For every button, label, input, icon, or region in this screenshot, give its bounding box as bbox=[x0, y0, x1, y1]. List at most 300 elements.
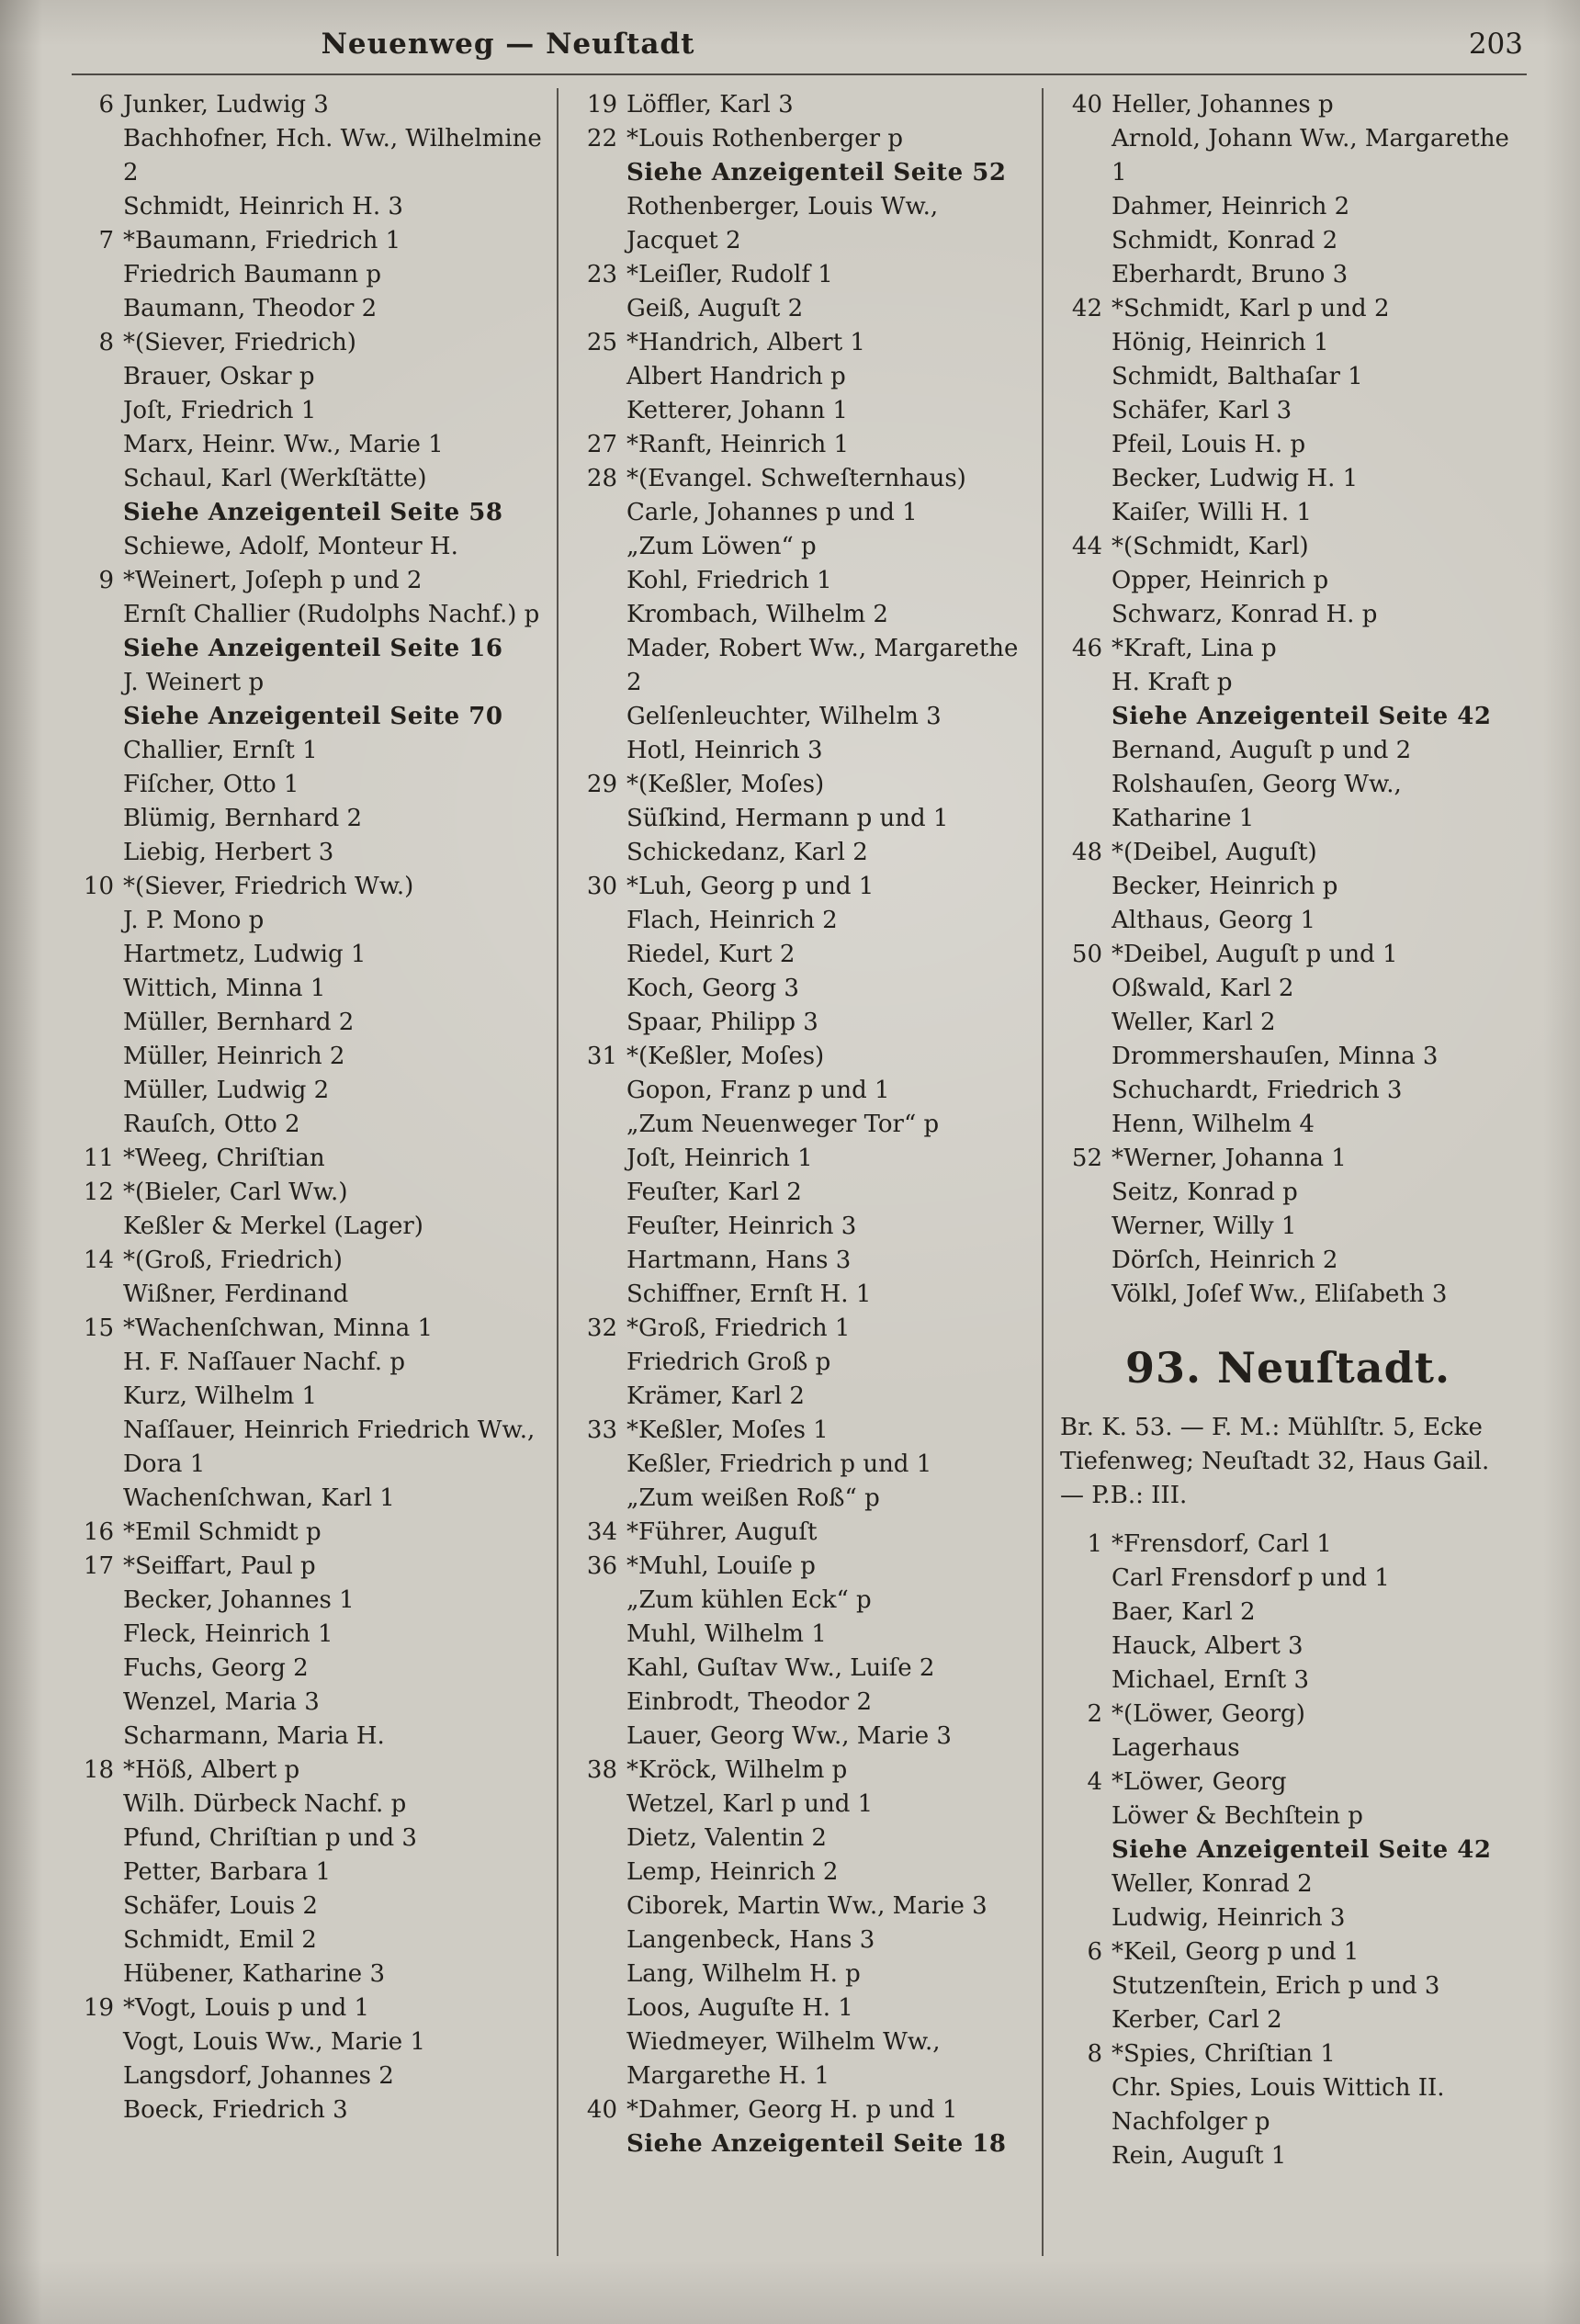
entry-text: Fuchs, Georg 2 bbox=[123, 1654, 309, 1682]
house-number bbox=[1060, 1278, 1102, 1312]
entry-text: Althaus, Georg 1 bbox=[1112, 907, 1316, 934]
directory-entry bbox=[72, 1652, 546, 1686]
entry-text: *(Deibel, Auguſt) bbox=[1112, 839, 1317, 866]
directory-entry bbox=[1060, 496, 1516, 530]
directory-entry bbox=[575, 1822, 1031, 1856]
entry-text: Heller, Johannes p bbox=[1112, 91, 1334, 118]
directory-entry bbox=[575, 1618, 1031, 1652]
entry-text: Friedrich Groß p bbox=[626, 1348, 831, 1376]
directory-entry bbox=[72, 360, 546, 394]
house-number bbox=[575, 938, 617, 972]
house-number bbox=[72, 1822, 114, 1856]
house-number bbox=[72, 1584, 114, 1618]
directory-entry bbox=[1060, 1935, 1516, 1969]
house-number: 34 bbox=[586, 1518, 617, 1546]
house-number bbox=[575, 292, 617, 326]
directory-entry bbox=[72, 1346, 546, 1380]
directory-entry bbox=[72, 836, 546, 870]
directory-entry bbox=[575, 598, 1031, 632]
directory-entry bbox=[72, 1856, 546, 1890]
house-number bbox=[72, 1618, 114, 1652]
entry-text: Hönig, Heinrich 1 bbox=[1112, 329, 1329, 356]
entry-text: *Weinert, Joſeph p und 2 bbox=[123, 567, 423, 594]
house-number bbox=[72, 394, 114, 428]
entry-text: Müller, Ludwig 2 bbox=[123, 1077, 330, 1104]
house-number bbox=[575, 1074, 617, 1108]
entry-text: Henn, Wilhelm 4 bbox=[1112, 1111, 1315, 1138]
directory-entry bbox=[72, 1210, 546, 1244]
directory-entry bbox=[575, 2025, 1031, 2093]
entry-text: Junker, Ludwig 3 bbox=[123, 91, 329, 118]
ad-reference-entry bbox=[1060, 1833, 1516, 1867]
entry-text: Ketterer, Johann 1 bbox=[626, 397, 848, 424]
directory-entry bbox=[1060, 1176, 1516, 1210]
directory-entry bbox=[72, 598, 546, 632]
entry-text: *Groß, Friedrich 1 bbox=[626, 1314, 851, 1342]
entry-text: Fiſcher, Otto 1 bbox=[123, 771, 299, 798]
house-number: 30 bbox=[586, 873, 617, 900]
house-number: 28 bbox=[586, 465, 617, 492]
house-number bbox=[1060, 462, 1102, 496]
house-number bbox=[1060, 1210, 1102, 1244]
directory-entry bbox=[575, 1516, 1031, 1550]
directory-entry bbox=[575, 1244, 1031, 1278]
header-divider bbox=[72, 73, 1527, 75]
entry-text: *Ranft, Heinrich 1 bbox=[626, 431, 849, 458]
directory-entry bbox=[72, 938, 546, 972]
house-number bbox=[1060, 1596, 1102, 1630]
entry-text: *(Bieler, Carl Ww.) bbox=[123, 1179, 348, 1206]
house-number bbox=[1060, 258, 1102, 292]
entry-text: Marx, Heinr. Ww., Marie 1 bbox=[123, 431, 444, 458]
directory-entry bbox=[575, 394, 1031, 428]
directory-entry bbox=[575, 564, 1031, 598]
house-number bbox=[1060, 394, 1102, 428]
entry-text: *Löwer, Georg bbox=[1112, 1768, 1287, 1796]
directory-entry bbox=[72, 1482, 546, 1516]
house-number bbox=[1060, 768, 1102, 836]
house-number bbox=[575, 1346, 617, 1380]
house-number bbox=[72, 1482, 114, 1516]
house-number: 42 bbox=[1071, 295, 1102, 322]
entry-text: Schuchardt, Friedrich 3 bbox=[1112, 1077, 1403, 1104]
directory-entry bbox=[72, 802, 546, 836]
ad-reference-entry bbox=[72, 700, 546, 734]
entry-text: H. F. Naſſauer Nachf. p bbox=[123, 1348, 405, 1376]
house-number bbox=[1060, 428, 1102, 462]
entry-text: Seitz, Konrad p bbox=[1112, 1179, 1298, 1206]
entry-text: Kaiſer, Willi H. 1 bbox=[1112, 499, 1312, 526]
directory-entry bbox=[575, 1448, 1031, 1482]
house-number bbox=[575, 1108, 617, 1142]
directory-entry bbox=[72, 1516, 546, 1550]
entry-text: Koch, Georg 3 bbox=[626, 975, 799, 1002]
directory-entry bbox=[72, 1380, 546, 1414]
house-number bbox=[575, 1278, 617, 1312]
directory-entry bbox=[1060, 462, 1516, 496]
directory-entry bbox=[72, 666, 546, 700]
directory-entry bbox=[1060, 938, 1516, 972]
entry-text: *Luh, Georg p und 1 bbox=[626, 873, 875, 900]
entry-text: Schmidt, Emil 2 bbox=[123, 1926, 317, 1954]
directory-entry bbox=[72, 428, 546, 462]
entry-text: *Werner, Johanna 1 bbox=[1112, 1145, 1347, 1172]
house-number: 15 bbox=[83, 1314, 114, 1342]
directory-entry bbox=[575, 1550, 1031, 1584]
entry-text: Opper, Heinrich p bbox=[1112, 567, 1329, 594]
entry-text: *Frensdorf, Carl 1 bbox=[1112, 1530, 1332, 1558]
entry-text: Schwarz, Konrad H. p bbox=[1112, 601, 1378, 628]
directory-entry bbox=[575, 836, 1031, 870]
directory-entry bbox=[1060, 2139, 1516, 2173]
entry-text: Oßwald, Karl 2 bbox=[1112, 975, 1294, 1002]
entry-text: Hotl, Heinrich 3 bbox=[626, 737, 823, 764]
entry-text: Völkl, Joſef Ww., Eliſabeth 3 bbox=[1112, 1280, 1448, 1308]
directory-entry bbox=[1060, 258, 1516, 292]
directory-entry bbox=[1060, 1074, 1516, 1108]
directory-entry bbox=[1060, 292, 1516, 326]
directory-entry bbox=[575, 1788, 1031, 1822]
directory-entry bbox=[575, 972, 1031, 1006]
directory-entry bbox=[72, 904, 546, 938]
directory-entry bbox=[72, 972, 546, 1006]
house-number bbox=[1060, 1901, 1102, 1935]
house-number bbox=[1060, 2003, 1102, 2037]
house-number bbox=[1060, 224, 1102, 258]
house-number bbox=[575, 598, 617, 632]
directory-entry bbox=[72, 1584, 546, 1618]
directory-entry bbox=[575, 1108, 1031, 1142]
entry-text: Muhl, Wilhelm 1 bbox=[626, 1620, 827, 1648]
entry-text: Siehe Anzeigenteil Seite 58 bbox=[123, 499, 503, 526]
house-number: 36 bbox=[586, 1552, 617, 1580]
directory-entry bbox=[575, 768, 1031, 802]
directory-entry bbox=[1060, 2037, 1516, 2071]
entry-text: Liebig, Herbert 3 bbox=[123, 839, 334, 866]
entry-text: *Baumann, Friedrich 1 bbox=[123, 227, 401, 254]
entry-text: *(Keßler, Moſes) bbox=[626, 1043, 825, 1070]
entry-text: Wilh. Dürbeck Nachf. p bbox=[123, 1790, 407, 1818]
directory-entry bbox=[72, 1550, 546, 1584]
directory-entry bbox=[72, 870, 546, 904]
entry-text: Wittich, Minna 1 bbox=[123, 975, 326, 1002]
house-number bbox=[72, 122, 114, 190]
house-number bbox=[1060, 1006, 1102, 1040]
directory-entry bbox=[575, 1924, 1031, 1957]
entry-text: *(Löwer, Georg) bbox=[1112, 1700, 1305, 1728]
entry-text: Gopon, Franz p und 1 bbox=[626, 1077, 890, 1104]
directory-entry bbox=[72, 1244, 546, 1278]
directory-entry bbox=[72, 734, 546, 768]
entry-text: *Wachenſchwan, Minna 1 bbox=[123, 1314, 434, 1342]
house-number bbox=[1060, 2071, 1102, 2139]
house-number: 48 bbox=[1071, 839, 1102, 866]
house-number bbox=[575, 1822, 617, 1856]
directory-entry bbox=[1060, 88, 1516, 122]
directory-columns bbox=[72, 88, 1529, 2256]
directory-entry bbox=[72, 394, 546, 428]
house-number bbox=[575, 1686, 617, 1720]
directory-entry bbox=[575, 1380, 1031, 1414]
house-number: 10 bbox=[83, 873, 114, 900]
house-number bbox=[72, 530, 114, 564]
entry-text: Langenbeck, Hans 3 bbox=[626, 1926, 875, 1954]
directory-entry bbox=[72, 326, 546, 360]
house-number bbox=[575, 530, 617, 564]
running-head bbox=[72, 28, 1525, 72]
house-number bbox=[1060, 700, 1102, 734]
directory-entry bbox=[575, 1074, 1031, 1108]
directory-entry bbox=[72, 1822, 546, 1856]
directory-entry bbox=[72, 88, 546, 122]
directory-entry bbox=[1060, 870, 1516, 904]
entry-text: Keßler, Friedrich p und 1 bbox=[626, 1450, 932, 1478]
directory-entry bbox=[575, 496, 1031, 530]
house-number bbox=[72, 1720, 114, 1754]
directory-entry bbox=[72, 1788, 546, 1822]
house-number bbox=[575, 972, 617, 1006]
house-number bbox=[1060, 1040, 1102, 1074]
house-number bbox=[575, 1176, 617, 1210]
directory-entry bbox=[575, 1584, 1031, 1618]
entry-text: H. Kraft p bbox=[1112, 669, 1233, 696]
directory-entry bbox=[1060, 1108, 1516, 1142]
directory-entry bbox=[575, 1278, 1031, 1312]
house-number bbox=[1060, 1799, 1102, 1833]
house-number bbox=[575, 836, 617, 870]
house-number bbox=[72, 1380, 114, 1414]
entry-text: „Zum weißen Roß“ p bbox=[626, 1484, 880, 1512]
entry-text: *Deibel, Auguſt p und 1 bbox=[1112, 941, 1398, 968]
directory-entry bbox=[1060, 1210, 1516, 1244]
entry-text: Carle, Johannes p und 1 bbox=[626, 499, 918, 526]
entry-text: *Schmidt, Karl p und 2 bbox=[1112, 295, 1390, 322]
entry-text: Hartmetz, Ludwig 1 bbox=[123, 941, 367, 968]
entry-text: Becker, Heinrich p bbox=[1112, 873, 1338, 900]
page-number: 203 bbox=[1468, 28, 1523, 61]
ad-reference-entry bbox=[72, 632, 546, 666]
directory-entry bbox=[1060, 1562, 1516, 1596]
house-number bbox=[575, 190, 617, 258]
directory-entry bbox=[575, 1652, 1031, 1686]
entry-text: Geiß, Auguſt 2 bbox=[626, 295, 804, 322]
directory-entry bbox=[575, 1482, 1031, 1516]
section-info: Br. K. 53. — F. M.: Mühlſtr. 5, Ecke Tiefenweg; Neuſtadt 32, Haus Gail. — P.B.: III. bbox=[1060, 1414, 1490, 1509]
directory-entry bbox=[72, 1890, 546, 1924]
entry-text: Wenzel, Maria 3 bbox=[123, 1688, 320, 1716]
entry-text: Fleck, Heinrich 1 bbox=[123, 1620, 333, 1648]
directory-entry bbox=[72, 1108, 546, 1142]
directory-entry bbox=[575, 1991, 1031, 2025]
entry-text: Ciborek, Martin Ww., Marie 3 bbox=[626, 1892, 988, 1920]
house-number: 46 bbox=[1071, 635, 1102, 662]
house-number bbox=[575, 1618, 617, 1652]
directory-entry bbox=[1060, 394, 1516, 428]
house-number: 40 bbox=[586, 2096, 617, 2124]
house-number bbox=[72, 938, 114, 972]
entry-text: Krombach, Wilhelm 2 bbox=[626, 601, 888, 628]
house-number bbox=[1060, 972, 1102, 1006]
entry-text: Carl Frensdorf p und 1 bbox=[1112, 1564, 1390, 1592]
entry-text: Schmidt, Konrad 2 bbox=[1112, 227, 1338, 254]
entry-text: Löffler, Karl 3 bbox=[626, 91, 794, 118]
entry-text: Spaar, Philipp 3 bbox=[626, 1009, 818, 1036]
entry-text: Baumann, Theodor 2 bbox=[123, 295, 378, 322]
entry-text: J. P. Mono p bbox=[123, 907, 265, 934]
entry-text: Vogt, Louis Ww., Marie 1 bbox=[123, 2028, 425, 2056]
entry-text: Becker, Ludwig H. 1 bbox=[1112, 465, 1359, 492]
directory-entry bbox=[575, 1210, 1031, 1244]
house-number bbox=[575, 2025, 617, 2093]
house-number bbox=[1060, 1176, 1102, 1210]
directory-entry bbox=[575, 1957, 1031, 1991]
house-number bbox=[72, 1856, 114, 1890]
house-number bbox=[1060, 1074, 1102, 1108]
directory-entry bbox=[1060, 2003, 1516, 2037]
directory-entry bbox=[575, 1142, 1031, 1176]
house-number: 31 bbox=[586, 1043, 617, 1070]
entry-text: Loos, Auguſte H. 1 bbox=[626, 1994, 853, 2022]
house-number bbox=[575, 632, 617, 700]
entry-text: Ludwig, Heinrich 3 bbox=[1112, 1904, 1346, 1932]
directory-entry bbox=[72, 1991, 546, 2025]
house-number: 52 bbox=[1071, 1145, 1102, 1172]
house-number: 12 bbox=[83, 1179, 114, 1206]
house-number bbox=[575, 2127, 617, 2161]
entry-text: Eberhardt, Bruno 3 bbox=[1112, 261, 1349, 288]
house-number: 7 bbox=[98, 227, 114, 254]
house-number bbox=[575, 1006, 617, 1040]
entry-text: Kerber, Carl 2 bbox=[1112, 2006, 1282, 2034]
ad-reference-entry bbox=[575, 156, 1031, 190]
entry-text: Schmidt, Heinrich H. 3 bbox=[123, 193, 403, 220]
entry-text: Naſſauer, Heinrich Friedrich Ww., Dora 1 bbox=[123, 1416, 536, 1478]
directory-entry bbox=[575, 870, 1031, 904]
directory-entry bbox=[575, 1754, 1031, 1788]
house-number bbox=[1060, 734, 1102, 768]
directory-entry bbox=[1060, 836, 1516, 870]
house-number bbox=[72, 666, 114, 700]
directory-entry bbox=[575, 530, 1031, 564]
house-number bbox=[575, 1890, 617, 1924]
house-number bbox=[575, 1448, 617, 1482]
house-number bbox=[575, 394, 617, 428]
house-number bbox=[575, 904, 617, 938]
house-number bbox=[72, 190, 114, 224]
directory-entry bbox=[72, 292, 546, 326]
entry-text: Boeck, Friedrich 3 bbox=[123, 2096, 348, 2124]
directory-entry bbox=[72, 122, 546, 190]
entry-text: Riedel, Kurt 2 bbox=[626, 941, 796, 968]
directory-entry bbox=[1060, 1969, 1516, 2003]
entry-text: *Vogt, Louis p und 1 bbox=[123, 1994, 370, 2022]
house-number: 9 bbox=[98, 567, 114, 594]
directory-entry bbox=[1060, 1630, 1516, 1664]
entry-text: Friedrich Baumann p bbox=[123, 261, 382, 288]
directory-column-1 bbox=[72, 88, 557, 2256]
entry-text: *Louis Rothenberger p bbox=[626, 125, 903, 152]
directory-entry bbox=[575, 88, 1031, 122]
entry-text: Dietz, Valentin 2 bbox=[626, 1824, 827, 1852]
house-number: 6 bbox=[98, 91, 114, 118]
entry-text: *Muhl, Louiſe p bbox=[626, 1552, 816, 1580]
directory-entry bbox=[72, 1006, 546, 1040]
entry-text: *Seiffart, Paul p bbox=[123, 1552, 316, 1580]
directory-entry bbox=[1060, 666, 1516, 700]
house-number bbox=[72, 1346, 114, 1380]
house-number bbox=[72, 1686, 114, 1720]
entry-text: Bachhofner, Hch. Ww., Wilhelmine 2 bbox=[123, 125, 542, 186]
entry-text: *(Groß, Friedrich) bbox=[123, 1247, 343, 1274]
house-number bbox=[72, 1040, 114, 1074]
entry-text: Arnold, Johann Ww., Margarethe 1 bbox=[1112, 125, 1509, 186]
directory-entry bbox=[72, 564, 546, 598]
house-number: 19 bbox=[586, 91, 617, 118]
house-number bbox=[575, 1957, 617, 1991]
directory-entry bbox=[72, 2059, 546, 2093]
house-number: 22 bbox=[586, 125, 617, 152]
directory-column-2 bbox=[557, 88, 1042, 2256]
entry-text: Chr. Spies, Louis Wittich II. Nachfolger p bbox=[1112, 2074, 1445, 2136]
directory-entry bbox=[575, 1006, 1031, 1040]
house-number bbox=[72, 428, 114, 462]
entry-text: Schmidt, Balthaſar 1 bbox=[1112, 363, 1363, 390]
directory-entry bbox=[1060, 360, 1516, 394]
house-number bbox=[72, 258, 114, 292]
entry-text: Wiedmeyer, Wilhelm Ww., Margarethe H. 1 bbox=[626, 2028, 941, 2090]
directory-entry bbox=[1060, 190, 1516, 224]
entry-text: *Spies, Chriſtian 1 bbox=[1112, 2040, 1336, 2068]
page-title: Neuenweg — Neuſtadt bbox=[321, 28, 695, 61]
directory-entry bbox=[575, 326, 1031, 360]
house-number bbox=[72, 1890, 114, 1924]
directory-entry bbox=[72, 224, 546, 258]
house-number bbox=[72, 2059, 114, 2093]
entry-text: Wetzel, Karl p und 1 bbox=[626, 1790, 874, 1818]
directory-entry bbox=[72, 1142, 546, 1176]
entry-text: Siehe Anzeigenteil Seite 70 bbox=[123, 703, 503, 730]
entry-text: Siehe Anzeigenteil Seite 18 bbox=[626, 2130, 1007, 2158]
entry-text: Müller, Bernhard 2 bbox=[123, 1009, 355, 1036]
entry-text: Löwer & Bechſtein p bbox=[1112, 1802, 1363, 1830]
house-number bbox=[72, 1414, 114, 1482]
entry-text: Feuſter, Karl 2 bbox=[626, 1179, 802, 1206]
directory-entry bbox=[1060, 530, 1516, 564]
house-number bbox=[1060, 1867, 1102, 1901]
entry-text: Kahl, Guſtav Ww., Luiſe 2 bbox=[626, 1654, 935, 1682]
house-number bbox=[72, 1074, 114, 1108]
house-number bbox=[72, 2025, 114, 2059]
directory-entry bbox=[1060, 1040, 1516, 1074]
house-number bbox=[1060, 1108, 1102, 1142]
entry-text: Brauer, Oskar p bbox=[123, 363, 315, 390]
entry-text: *(Siever, Friedrich) bbox=[123, 329, 356, 356]
house-number: 38 bbox=[586, 1756, 617, 1784]
house-number bbox=[72, 632, 114, 666]
entry-text: Albert Handrich p bbox=[626, 363, 846, 390]
entry-text: Joſt, Heinrich 1 bbox=[626, 1145, 813, 1172]
house-number: 6 bbox=[1087, 1938, 1102, 1966]
directory-entry bbox=[1060, 224, 1516, 258]
house-number bbox=[72, 904, 114, 938]
directory-entry bbox=[72, 190, 546, 224]
directory-entry bbox=[575, 802, 1031, 836]
house-number bbox=[575, 1210, 617, 1244]
house-number bbox=[1060, 904, 1102, 938]
house-number: 14 bbox=[83, 1247, 114, 1274]
entry-text: Rothenberger, Louis Ww., Jacquet 2 bbox=[626, 193, 939, 254]
house-number bbox=[575, 1856, 617, 1890]
